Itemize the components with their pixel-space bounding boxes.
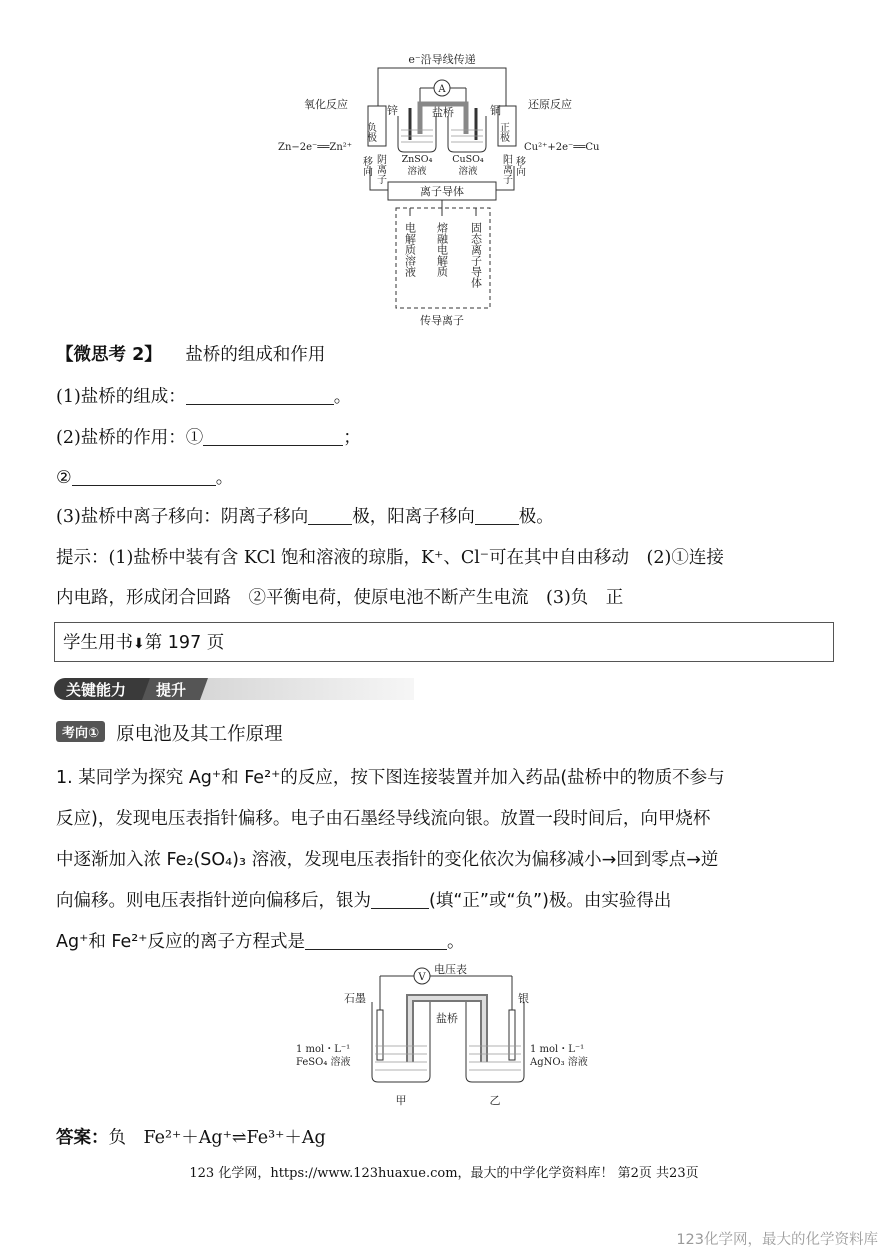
q2-blank-1[interactable] xyxy=(203,428,343,447)
left-move-2: 阴离子 xyxy=(374,154,386,184)
column-solid-ion-conductor: 固态离子导体 xyxy=(469,222,483,288)
q3-part-b: 极，阳离子移向 xyxy=(352,507,475,527)
left-equation: Zn−2e⁻══Zn²⁺ xyxy=(278,142,353,153)
right-move-1: 阳离子 xyxy=(500,154,512,184)
question-1-line xyxy=(56,383,351,408)
question-2-line xyxy=(56,424,361,449)
hint-line-1: 提示：(1)盐桥中装有含 KCl 饱和溶液的琼脂，K⁺、Cl⁻可在其中自由移动 (2)①连接 xyxy=(56,548,724,568)
right-solution-2: 溶液 xyxy=(458,166,478,177)
salt-bridge-label: 盐桥 xyxy=(432,106,454,119)
left-concentration: 1 mol・L⁻¹ xyxy=(296,1044,351,1055)
ammeter-symbol: A xyxy=(438,84,446,95)
page-footer: 123 化学网，https://www.123huaxue.com，最大的中学化学资料库！ 第2页 共23页 xyxy=(189,1166,699,1181)
answer-text: 负 Fe²⁺＋Ag⁺⇌Fe³⁺＋Ag xyxy=(108,1128,326,1148)
answer-line xyxy=(56,1124,326,1149)
watermark: 123化学网，最大的化学资料库 xyxy=(676,1232,878,1248)
right-move-2: 移向 xyxy=(513,156,525,176)
question-3-line xyxy=(56,503,554,528)
diagram1-top-label: e⁻沿导线传递 xyxy=(408,53,476,66)
question-line-5 xyxy=(56,928,465,953)
zinc-label: 锌 xyxy=(387,104,398,117)
voltmeter-label: 电压表 xyxy=(434,963,467,976)
left-solution-1: ZnSO₄ xyxy=(401,154,433,165)
q3-part-c: 极。 xyxy=(518,507,554,527)
q3-part-a: (3)盐桥中离子移向：阴离子移向 xyxy=(56,507,309,527)
right-electrode: 正极 xyxy=(497,122,509,142)
q-line4-a: 向偏移。则电压表指针逆向偏移后，银为 xyxy=(56,891,371,911)
galvanic-cell-diagram xyxy=(270,48,620,330)
section-tag: 提升 xyxy=(156,681,187,699)
hint-line-2: 内电路，形成闭合回路 ②平衡电荷，使原电池不断产生电流 (3)负 正 xyxy=(56,588,624,608)
q1-prefix: (1)盐桥的组成： xyxy=(56,387,186,407)
ion-equation-blank[interactable] xyxy=(305,932,447,951)
left-beaker-label: 甲 xyxy=(395,1094,407,1107)
think-subtitle: 盐桥的组成和作用 xyxy=(185,345,326,365)
column-electrolyte-solution: 电解质溶液 xyxy=(403,222,417,277)
q2-suffix: ； xyxy=(343,428,361,448)
student-book-label: 学生用书 xyxy=(63,633,133,653)
q1-blank[interactable] xyxy=(186,387,334,406)
voltmeter-symbol: V xyxy=(418,972,426,983)
q2b-prefix: ② xyxy=(56,468,72,488)
question-2b-line xyxy=(56,464,233,489)
q2-prefix: (2)盐桥的作用：① xyxy=(56,428,204,448)
salt-bridge-label-2: 盐桥 xyxy=(436,1012,458,1025)
q3-blank-1[interactable] xyxy=(308,507,352,526)
ion-conductor-label: 离子导体 xyxy=(420,185,464,198)
ag-fe-cell-diagram xyxy=(290,962,600,1112)
left-move-1: 移向 xyxy=(360,156,372,176)
silver-label: 银 xyxy=(518,992,529,1005)
question-line-4 xyxy=(56,887,671,912)
copper-label: 铜 xyxy=(490,104,501,117)
left-solution: FeSO₄ 溶液 xyxy=(296,1057,351,1068)
section-banner xyxy=(54,678,414,700)
right-solution: AgNO₃ 溶液 xyxy=(530,1057,588,1068)
q-line5-b: 。 xyxy=(447,932,465,952)
q-line4-b: (填“正”或“负”)极。由实验得出 xyxy=(429,891,672,911)
question-line-2: 反应)，发现电压表指针偏移。电子由石墨经导线流向银。放置一段时间后，向甲烧杯 xyxy=(56,809,711,829)
section-label: 关键能力 xyxy=(66,681,127,699)
question-line-3: 中逐渐加入浓 Fe₂(SO₄)₃ 溶液，发现电压表指针的变化依次为偏移减小→回到零点→逆 xyxy=(56,850,719,870)
left-solution-2: 溶液 xyxy=(407,166,427,177)
question-line-1: 1. 某同学为探究 Ag⁺和 Fe²⁺的反应，按下图连接装置并加入药品(盐桥中的物质不参与 xyxy=(56,768,725,788)
right-beaker-label: 乙 xyxy=(489,1094,501,1107)
q1-suffix: 。 xyxy=(333,387,352,407)
student-book-page: 第 197 页 xyxy=(144,633,225,653)
down-arrow-icon: ⬇ xyxy=(133,636,145,652)
left-electrode: 负极 xyxy=(364,122,376,142)
silver-pole-blank[interactable] xyxy=(371,891,429,910)
left-reaction-title: 氧化反应 xyxy=(304,98,348,111)
right-solution-1: CuSO₄ xyxy=(452,154,484,165)
q2b-suffix: 。 xyxy=(215,468,234,488)
student-book-box xyxy=(54,622,834,662)
right-reaction-title: 还原反应 xyxy=(528,98,572,111)
think-title: 【微思考 2】 xyxy=(56,345,162,365)
diagram1-bottom-label: 传导离子 xyxy=(420,314,464,327)
q3-blank-2[interactable] xyxy=(475,507,519,526)
right-equation: Cu²⁺+2e⁻══Cu xyxy=(524,142,600,153)
column-molten-electrolyte: 熔融电解质 xyxy=(435,222,449,277)
right-concentration: 1 mol・L⁻¹ xyxy=(530,1044,585,1055)
topic-title: 原电池及其工作原理 xyxy=(116,724,283,745)
q-line5-a: Ag⁺和 Fe²⁺反应的离子方程式是 xyxy=(56,932,306,952)
q2-blank-2[interactable] xyxy=(72,468,216,487)
think-heading xyxy=(56,341,325,366)
topic-badge: 考向① xyxy=(56,721,105,742)
graphite-label: 石墨 xyxy=(344,992,366,1005)
answer-label: 答案： xyxy=(56,1128,109,1148)
topic-heading xyxy=(56,720,283,746)
